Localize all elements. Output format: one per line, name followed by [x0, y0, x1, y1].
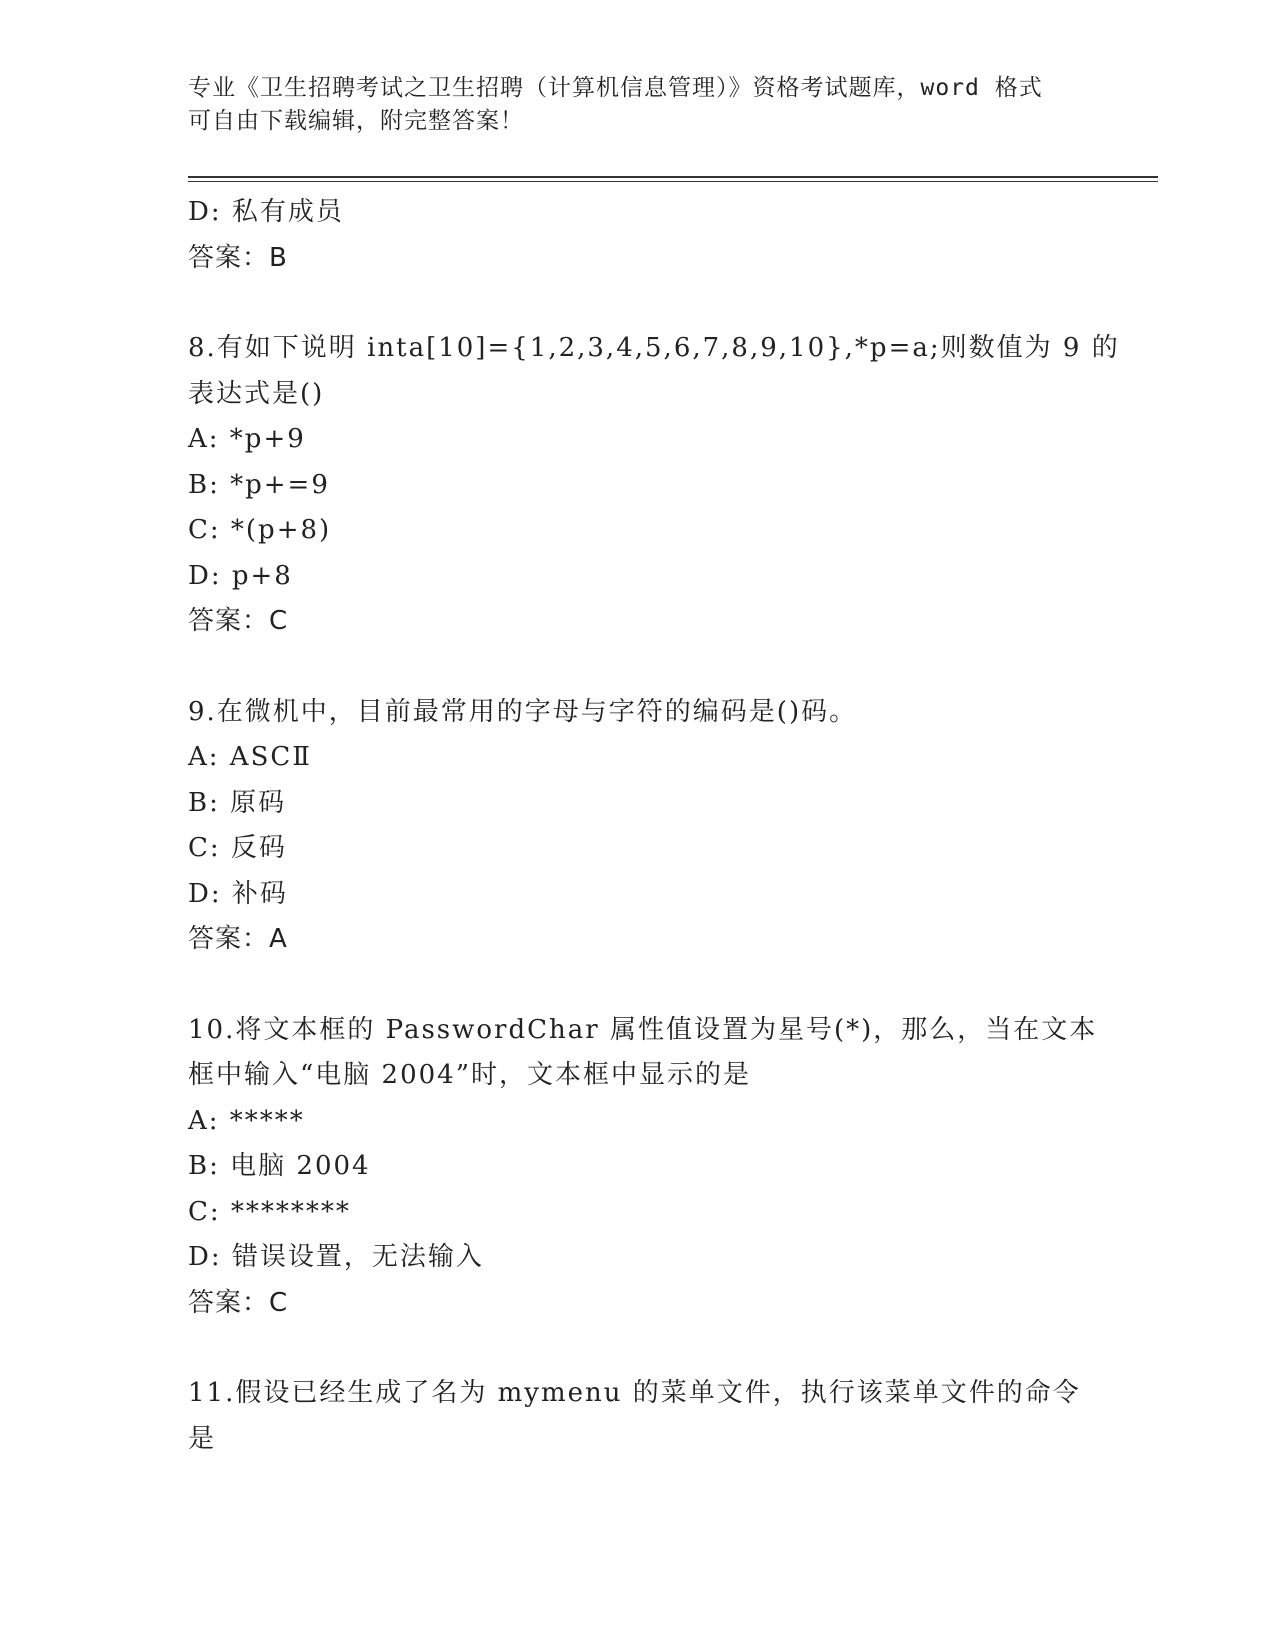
header-divider-thin: [188, 181, 1158, 182]
option-d: D: 错误设置，无法输入: [188, 1242, 484, 1272]
question-10: [188, 1008, 1098, 1327]
option-b: B: 原码: [188, 787, 287, 818]
answer-line: 答案：C: [188, 1287, 289, 1318]
question-text-line: 10.将文本框的 PasswordChar 属性值设置为星号(*)，那么，当在文本: [188, 1014, 1098, 1045]
header-divider-thick: [188, 176, 1158, 178]
question-text-line: 框中输入“电脑 2004”时，文本框中显示的是: [188, 1060, 752, 1090]
answer-line: 答案：A: [188, 924, 288, 954]
option-a: A: ASCⅡ: [188, 742, 312, 772]
option-a: A: *****: [188, 1105, 305, 1136]
question-text-line: 8.有如下说明 inta[10]={1,2,3,4,5,6,7,8,9,10},*p=a;则数值为 9 的: [188, 333, 1120, 363]
question-8: [188, 326, 1120, 645]
option-b: B: *p+=9: [188, 469, 330, 500]
question-text-line: 是: [188, 1423, 217, 1454]
question-text-line: 9.在微机中，目前最常用的字母与字符的编码是()码。: [188, 696, 858, 727]
page-header: [188, 72, 1088, 138]
answer-line: 答案：B: [188, 242, 288, 273]
option-d: D: 补码: [188, 878, 288, 909]
question-11: [188, 1371, 1088, 1462]
option-b: B: 电脑 2004: [188, 1151, 371, 1181]
option-c: C: 反码: [188, 833, 287, 863]
answer-line: 答案：C: [188, 606, 289, 636]
option-c: C: ********: [188, 1196, 351, 1227]
option-d: D: p+8: [188, 560, 293, 591]
header-line-1: 专业《卫生招聘考试之卫生招聘（计算机信息管理）》资格考试题库，word 格式: [188, 75, 1043, 101]
option-c: C: *(p+8): [188, 515, 332, 545]
option-d: D: 私有成员: [188, 197, 344, 227]
header-line-2: 可自由下载编辑，附完整答案！: [188, 108, 524, 134]
question-text-line: 表达式是(): [188, 378, 325, 409]
question-9: [188, 690, 1088, 963]
question-text-line: 11.假设已经生成了名为 mymenu 的菜单文件，执行该菜单文件的命令: [188, 1378, 1081, 1408]
question-list: [188, 190, 1120, 1462]
option-a: A: *p+9: [188, 424, 306, 454]
